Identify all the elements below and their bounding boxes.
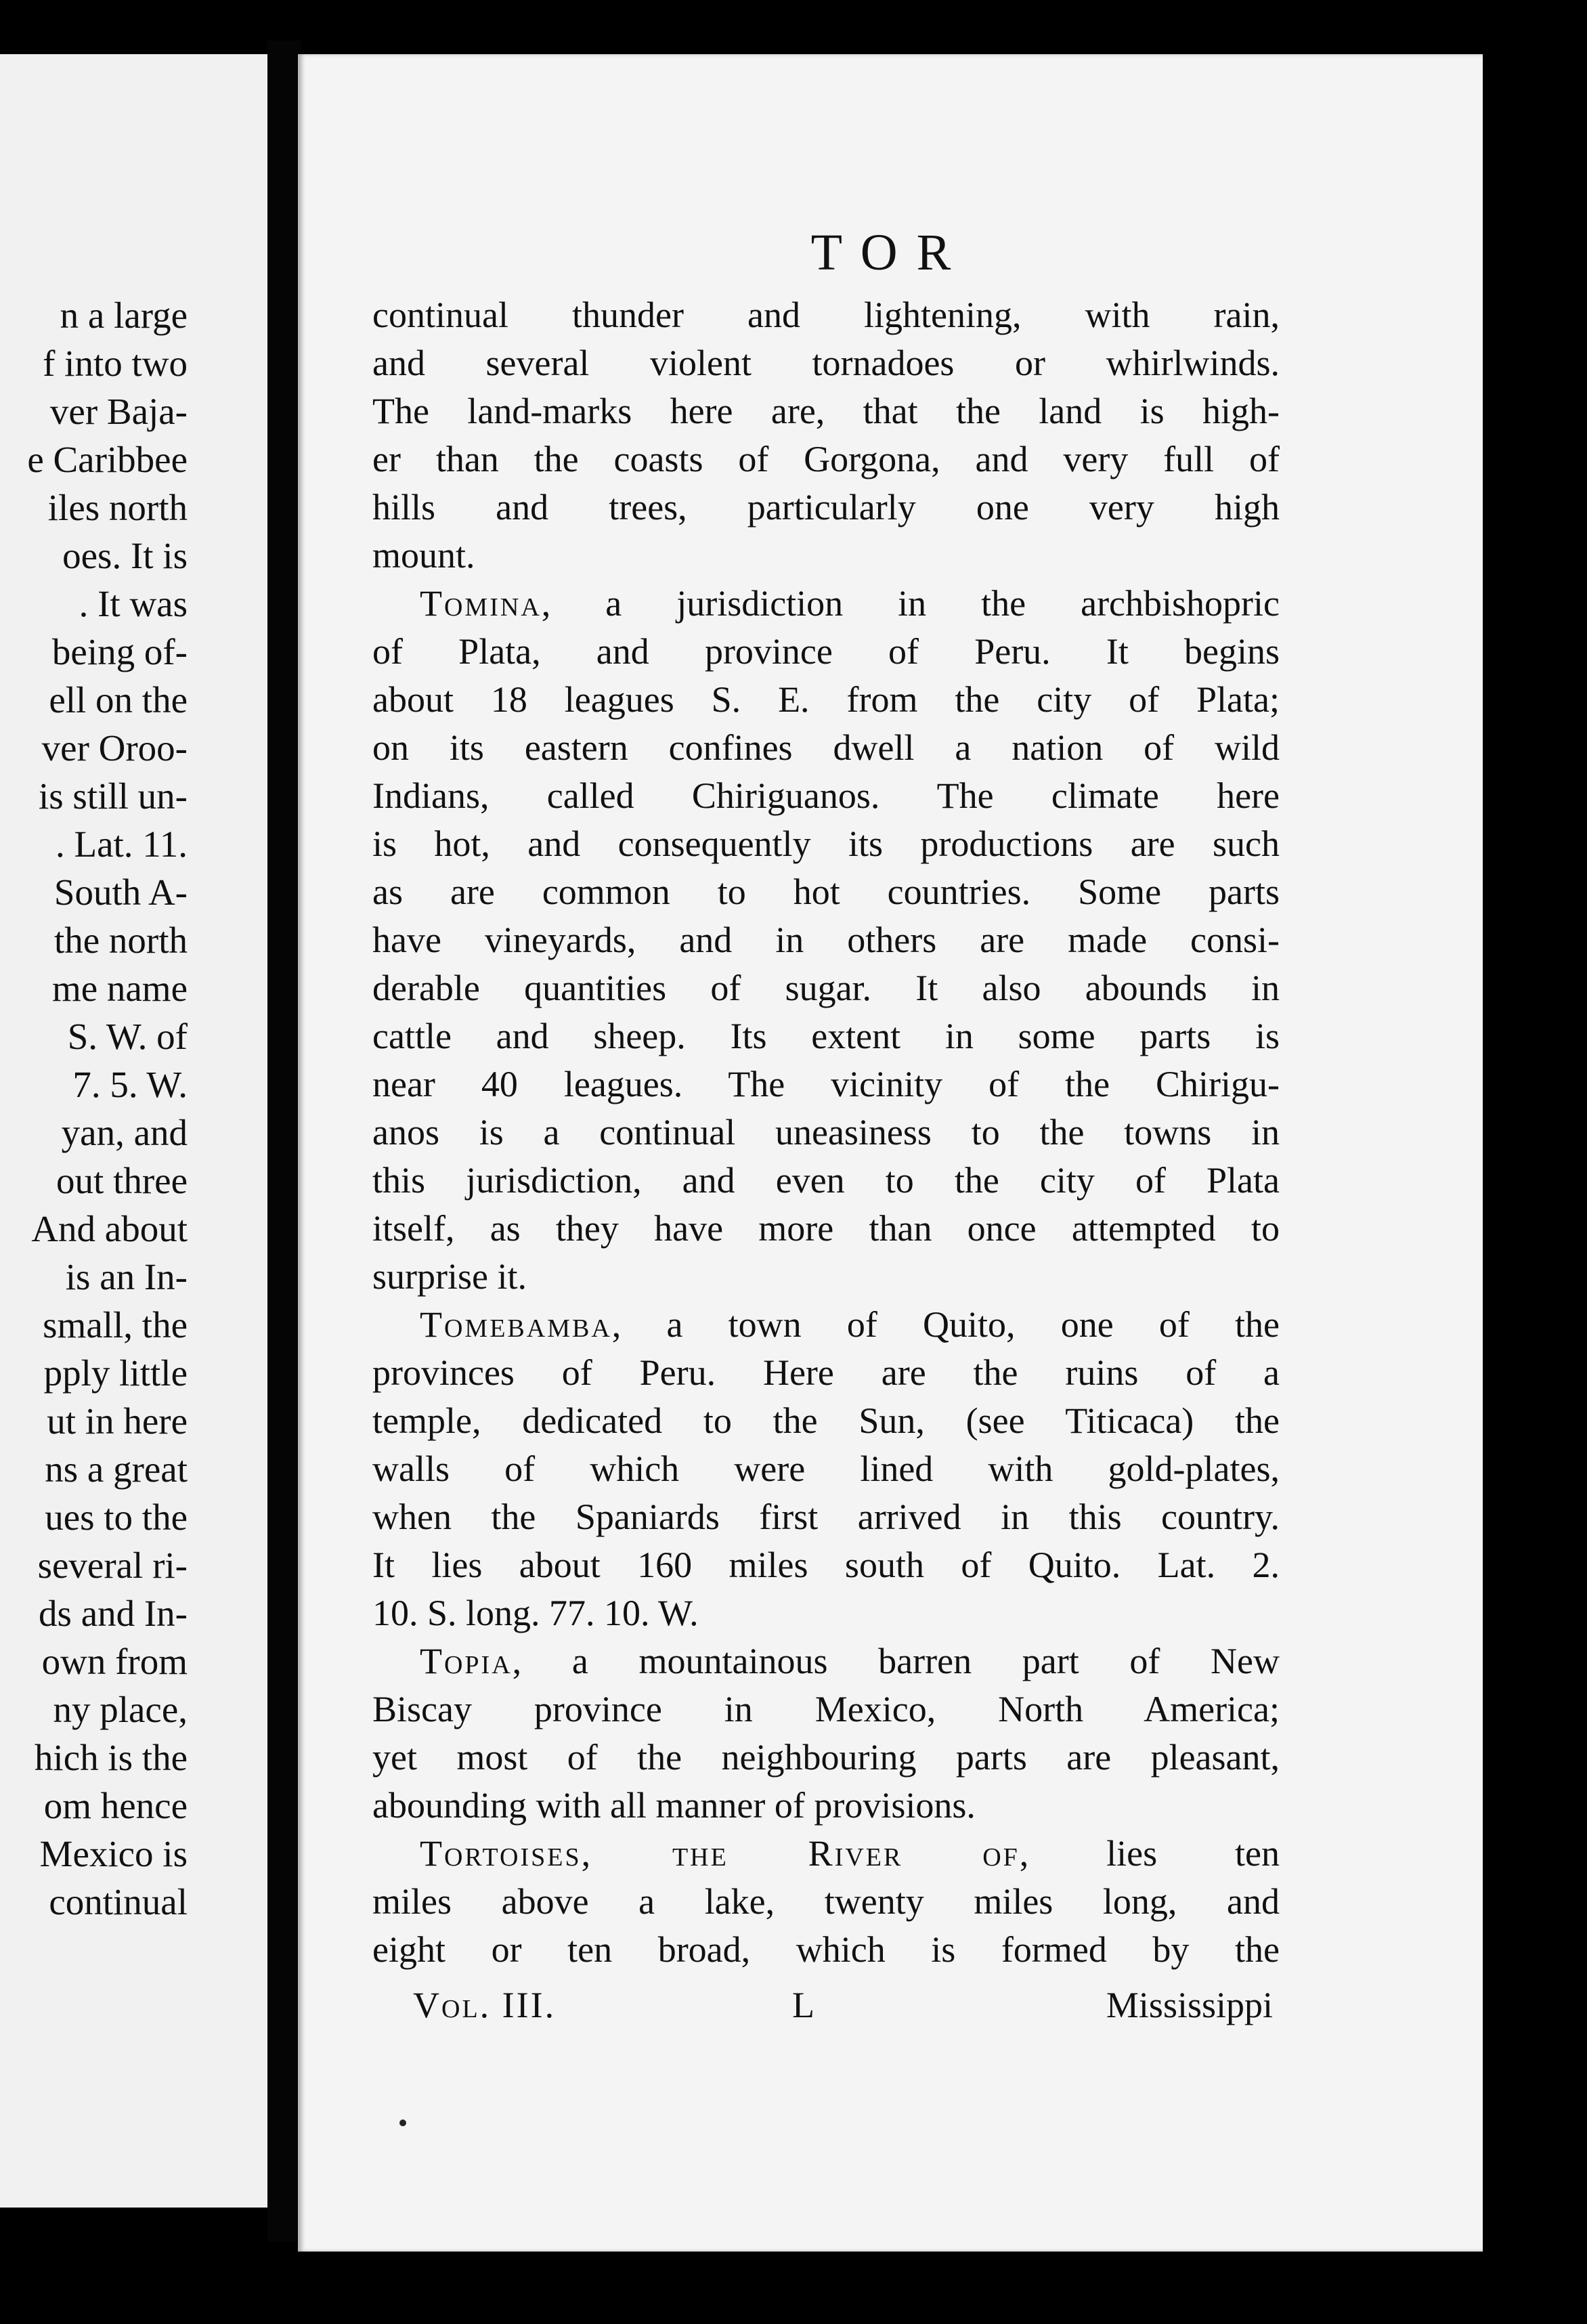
entry-headword: Tomina [420, 583, 542, 624]
text-line: temple, dedicated to the Sun, (see Titicaca) the [372, 1400, 1280, 1441]
text-line: oes. It is [62, 535, 188, 576]
text-line: derable quantities of sugar. It also abounds in [372, 968, 1280, 1008]
text-line: pply little [43, 1352, 188, 1394]
text-line: Mexico is [39, 1833, 188, 1874]
text-line: the north [53, 920, 188, 961]
text-line: small, the [43, 1304, 188, 1346]
text-line: hich is the [34, 1737, 188, 1778]
text-line: several ri- [37, 1545, 188, 1586]
page-footer [413, 1984, 1273, 2038]
volume-number: Vol. III. [413, 1985, 557, 2025]
text-line: ds and In- [39, 1593, 188, 1634]
text-line: yan, and [61, 1112, 188, 1153]
entry-first-line [372, 1637, 1280, 1685]
text-line: Biscay province in Mexico, North America; [372, 1689, 1280, 1729]
text-line: ny place, [53, 1689, 188, 1730]
left-page-text [27, 291, 188, 1926]
text-line: South A- [53, 872, 188, 913]
catchword: Mississippi [1106, 1985, 1273, 2025]
book-gutter [267, 41, 301, 2241]
text-line: and several violent tornadoes or whirlwinds. [372, 343, 1280, 383]
text-line: . Lat. 11. [56, 823, 188, 865]
text-line: own from [41, 1641, 188, 1682]
text-line: It lies about 160 miles south of Quito. Lat. 2. [372, 1545, 1280, 1585]
text-line: near 40 leagues. The vicinity of the Chirigu- [372, 1064, 1280, 1104]
right-page [298, 54, 1483, 2252]
entry-headword: Topia [420, 1641, 513, 1681]
text-line: when the Spaniards first arrived in this country. [372, 1497, 1280, 1537]
ink-speck [399, 2119, 406, 2126]
text-line: n a large [60, 295, 188, 336]
text-line: surprise it. [372, 1256, 527, 1297]
text-line: about 18 leagues S. E. from the city of Plata; [372, 679, 1280, 720]
text-line: er than the coasts of Gorgona, and very full of [372, 439, 1280, 479]
text-line: this jurisdiction, and even to the city of Plata [372, 1160, 1280, 1201]
text-line: 10. S. long. 77. 10. W. [372, 1593, 699, 1633]
text-line: out three [56, 1160, 188, 1201]
text-line: ver Baja- [49, 391, 188, 432]
text-line: walls of which were lined with gold-plates, [372, 1448, 1280, 1489]
text-line: anos is a continual uneasiness to the towns in [372, 1112, 1280, 1153]
text-line: hills and trees, particularly one very high [372, 487, 1280, 528]
text-line: me name [51, 968, 188, 1009]
text-line: The land-marks here are, that the land is high- [372, 391, 1280, 431]
entry-text: , lies ten [1019, 1833, 1280, 1874]
text-line: is hot, and consequently its productions are such [372, 823, 1280, 864]
entry-first-line [372, 1830, 1280, 1878]
text-line: being of- [51, 631, 188, 672]
text-line: Indians, called Chiriguanos. The climate here [372, 775, 1280, 816]
text-line: cattle and sheep. Its extent in some parts is [372, 1016, 1280, 1056]
text-line: e Caribbee [27, 439, 188, 480]
entry-headword: Tomebamba [420, 1304, 612, 1345]
left-page [0, 54, 267, 2208]
signature-mark: L [792, 1985, 814, 2025]
text-line: is still un- [38, 775, 188, 817]
text-line: 7. 5. W. [72, 1064, 188, 1105]
text-line: ver Oroo- [41, 727, 188, 769]
text-line: itself, as they have more than once attempted to [372, 1208, 1280, 1249]
entry-headword: Tortoises, the River of [420, 1833, 1020, 1874]
entry-text: , a mountainous barren part of New [512, 1641, 1280, 1681]
text-line: provinces of Peru. Here are the ruins of a [372, 1352, 1280, 1393]
entry-first-line [372, 580, 1280, 628]
text-line: ell on the [49, 679, 188, 720]
text-line: continual [49, 1881, 188, 1922]
text-line: iles north [47, 487, 188, 528]
text-line: ues to the [45, 1497, 188, 1538]
entry-first-line [372, 1301, 1280, 1349]
text-line: mount. [372, 535, 475, 576]
text-line: continual thunder and lightening, with rain, [372, 295, 1280, 335]
text-line: of Plata, and province of Peru. It begins [372, 631, 1280, 672]
text-line: f into two [43, 343, 188, 384]
text-line: ut in here [47, 1400, 188, 1442]
text-line: yet most of the neighbouring parts are pleasant, [372, 1737, 1280, 1778]
text-line: eight or ten broad, which is formed by the [372, 1929, 1280, 1970]
text-line: S. W. of [67, 1016, 188, 1057]
entry-text: , a jurisdiction in the archbishopric [541, 583, 1280, 624]
text-line: om hence [43, 1785, 188, 1826]
text-line: have vineyards, and in others are made consi- [372, 920, 1280, 960]
running-head: TOR [810, 224, 970, 281]
text-line: . It was [79, 583, 188, 624]
text-line: miles above a lake, twenty miles long, and [372, 1881, 1280, 1922]
text-line: on its eastern confines dwell a nation of wild [372, 727, 1280, 768]
entry-text: , a town of Quito, one of the [611, 1304, 1280, 1345]
text-line: And about [31, 1208, 188, 1249]
text-line: ns a great [45, 1448, 188, 1490]
text-line: as are common to hot countries. Some parts [372, 872, 1280, 912]
gazetteer-text [372, 291, 1280, 1974]
text-line: abounding with all manner of provisions. [372, 1785, 976, 1826]
text-line: is an In- [65, 1256, 188, 1297]
